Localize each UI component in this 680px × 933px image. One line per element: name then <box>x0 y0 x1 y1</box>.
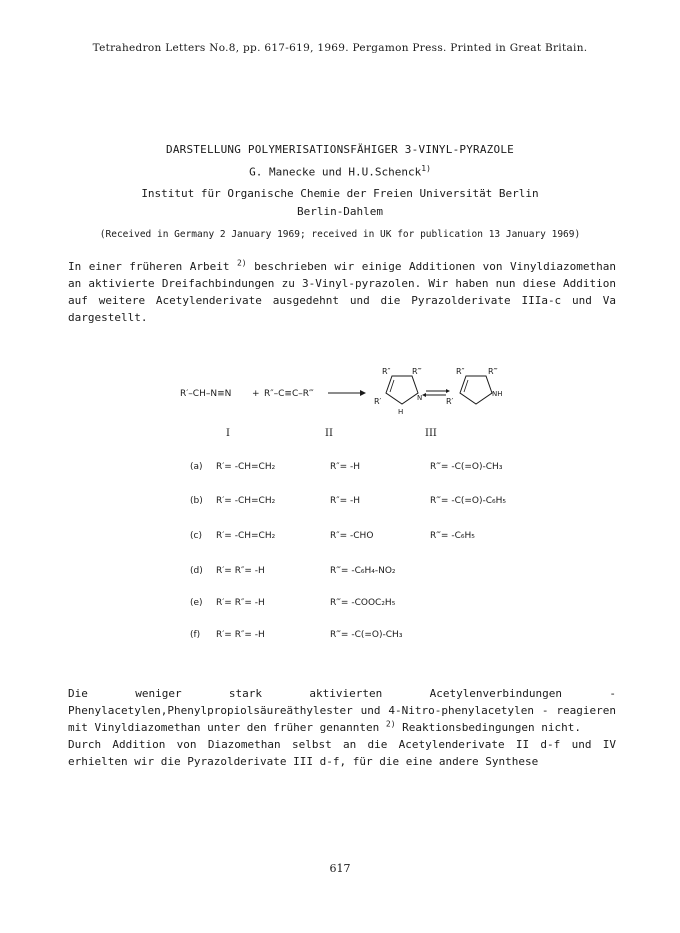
row-r1: R′= R″= -H <box>216 566 265 576</box>
pyrazole1-r3: R‴ <box>412 367 422 376</box>
para1-before: In einer früheren Arbeit <box>68 260 237 273</box>
received-dates: (Received in Germany 2 January 1969; received in UK for publication 13 January 1969) <box>99 229 581 240</box>
institute: Institut für Organische Chemie der Freien Universität Berlin <box>141 187 539 200</box>
paragraph-results <box>68 685 616 770</box>
row-r2: R″= -H <box>330 462 361 472</box>
row-r1: R′= -CH=CH₂ <box>216 462 276 472</box>
journal-header: Tetrahedron Letters No.8, pp. 617-619, 1969. Pergamon Press. Printed in Great Britain. <box>92 42 588 54</box>
row-r1: R′= R″= -H <box>216 630 265 640</box>
row-r3: R‴= -C(=O)-CH₃ <box>430 462 503 472</box>
para2-part3: Durch Addition von Diazomethan selbst an die Acetylenderivate II d-f und IV erhielten wir die Pyrazolderivate III d-f, für die eine andere Synthese <box>68 738 616 768</box>
row-label: (c) <box>190 531 202 541</box>
row-r2: R‴= -C(=O)-CH₃ <box>330 630 403 640</box>
arrow-head <box>360 390 366 396</box>
city: Berlin-Dahlem <box>296 205 384 218</box>
eq-arrow-left <box>422 393 426 397</box>
compound-label-i: I <box>226 428 230 439</box>
row-r1: R′= -CH=CH₂ <box>216 531 276 541</box>
plus-sign: + <box>252 389 260 399</box>
row-r1: R′= -CH=CH₂ <box>216 496 276 506</box>
reaction-scheme <box>160 362 560 662</box>
row-r3: R‴= -C₆H₅ <box>430 531 475 541</box>
row-r2: R‴= -COOC₂H₅ <box>330 598 396 608</box>
para2-part1: Die weniger stark aktivierten Acetylenverbindungen - Phenylacetylen,Phenylpropiolsäureäthylester und 4-Nitro-phenylacetylen - reagieren mit Vinyldiazomethan unter den früher genannten <box>68 687 616 734</box>
row-label: (f) <box>190 630 201 640</box>
pyrazole1-r2: R″ <box>382 367 391 376</box>
eq-arrow-right <box>446 389 450 393</box>
para1-after: beschrieben wir einige Additionen von Vinyldiazomethan an aktivierte Dreifachbindungen zu 3-Vinyl-pyrazolen. Wir haben nun diese Addition auf weitere Acetylenderivate ausgedehnt und die Pyrazolderivate IIIa-c und Va dargestellt. <box>68 260 616 324</box>
compound-label-ii: II <box>325 428 333 439</box>
row-r2: R‴= -C₆H₄-NO₂ <box>330 566 396 576</box>
pyrazole2-r3: R‴ <box>488 367 498 376</box>
reactant-diazo: R′–CH–N≡N <box>180 389 232 399</box>
row-r3: R‴= -C(=O)-C₆H₅ <box>430 496 507 506</box>
paper-title: DARSTELLUNG POLYMERISATIONSFÄHIGER 3-VINYL-PYRAZOLE <box>166 143 514 156</box>
row-label: (d) <box>190 566 203 576</box>
pyrazole1-h: H <box>398 408 404 416</box>
para1-ref: 2) <box>236 258 247 268</box>
para2-ref: 2) <box>385 719 396 729</box>
pyrazole2-r1: R′ <box>446 397 454 406</box>
row-r1: R′= R″= -H <box>216 598 265 608</box>
row-r2: R″= -H <box>330 496 361 506</box>
pyrazole1-n: N <box>417 394 423 402</box>
para2-part2: Reaktionsbedingungen nicht. <box>395 721 581 734</box>
row-r2: R″= -CHO <box>330 531 374 541</box>
pyrazole1-r1: R′ <box>374 397 382 406</box>
author-names: G. Manecke und H.U.Schenck <box>249 165 422 179</box>
pyrazole2-r2: R″ <box>456 367 465 376</box>
row-label: (a) <box>190 462 203 472</box>
row-label: (b) <box>190 496 203 506</box>
authors <box>0 164 680 179</box>
row-label: (e) <box>190 598 203 608</box>
author-ref: 1) <box>421 164 431 173</box>
compound-label-iii: III <box>425 428 437 439</box>
paragraph-intro <box>68 258 616 326</box>
page-number: 617 <box>329 862 351 875</box>
reactant-acetylene: R″–C≡C–R‴ <box>264 389 314 399</box>
pyrazole2-nh: NH <box>492 390 503 398</box>
